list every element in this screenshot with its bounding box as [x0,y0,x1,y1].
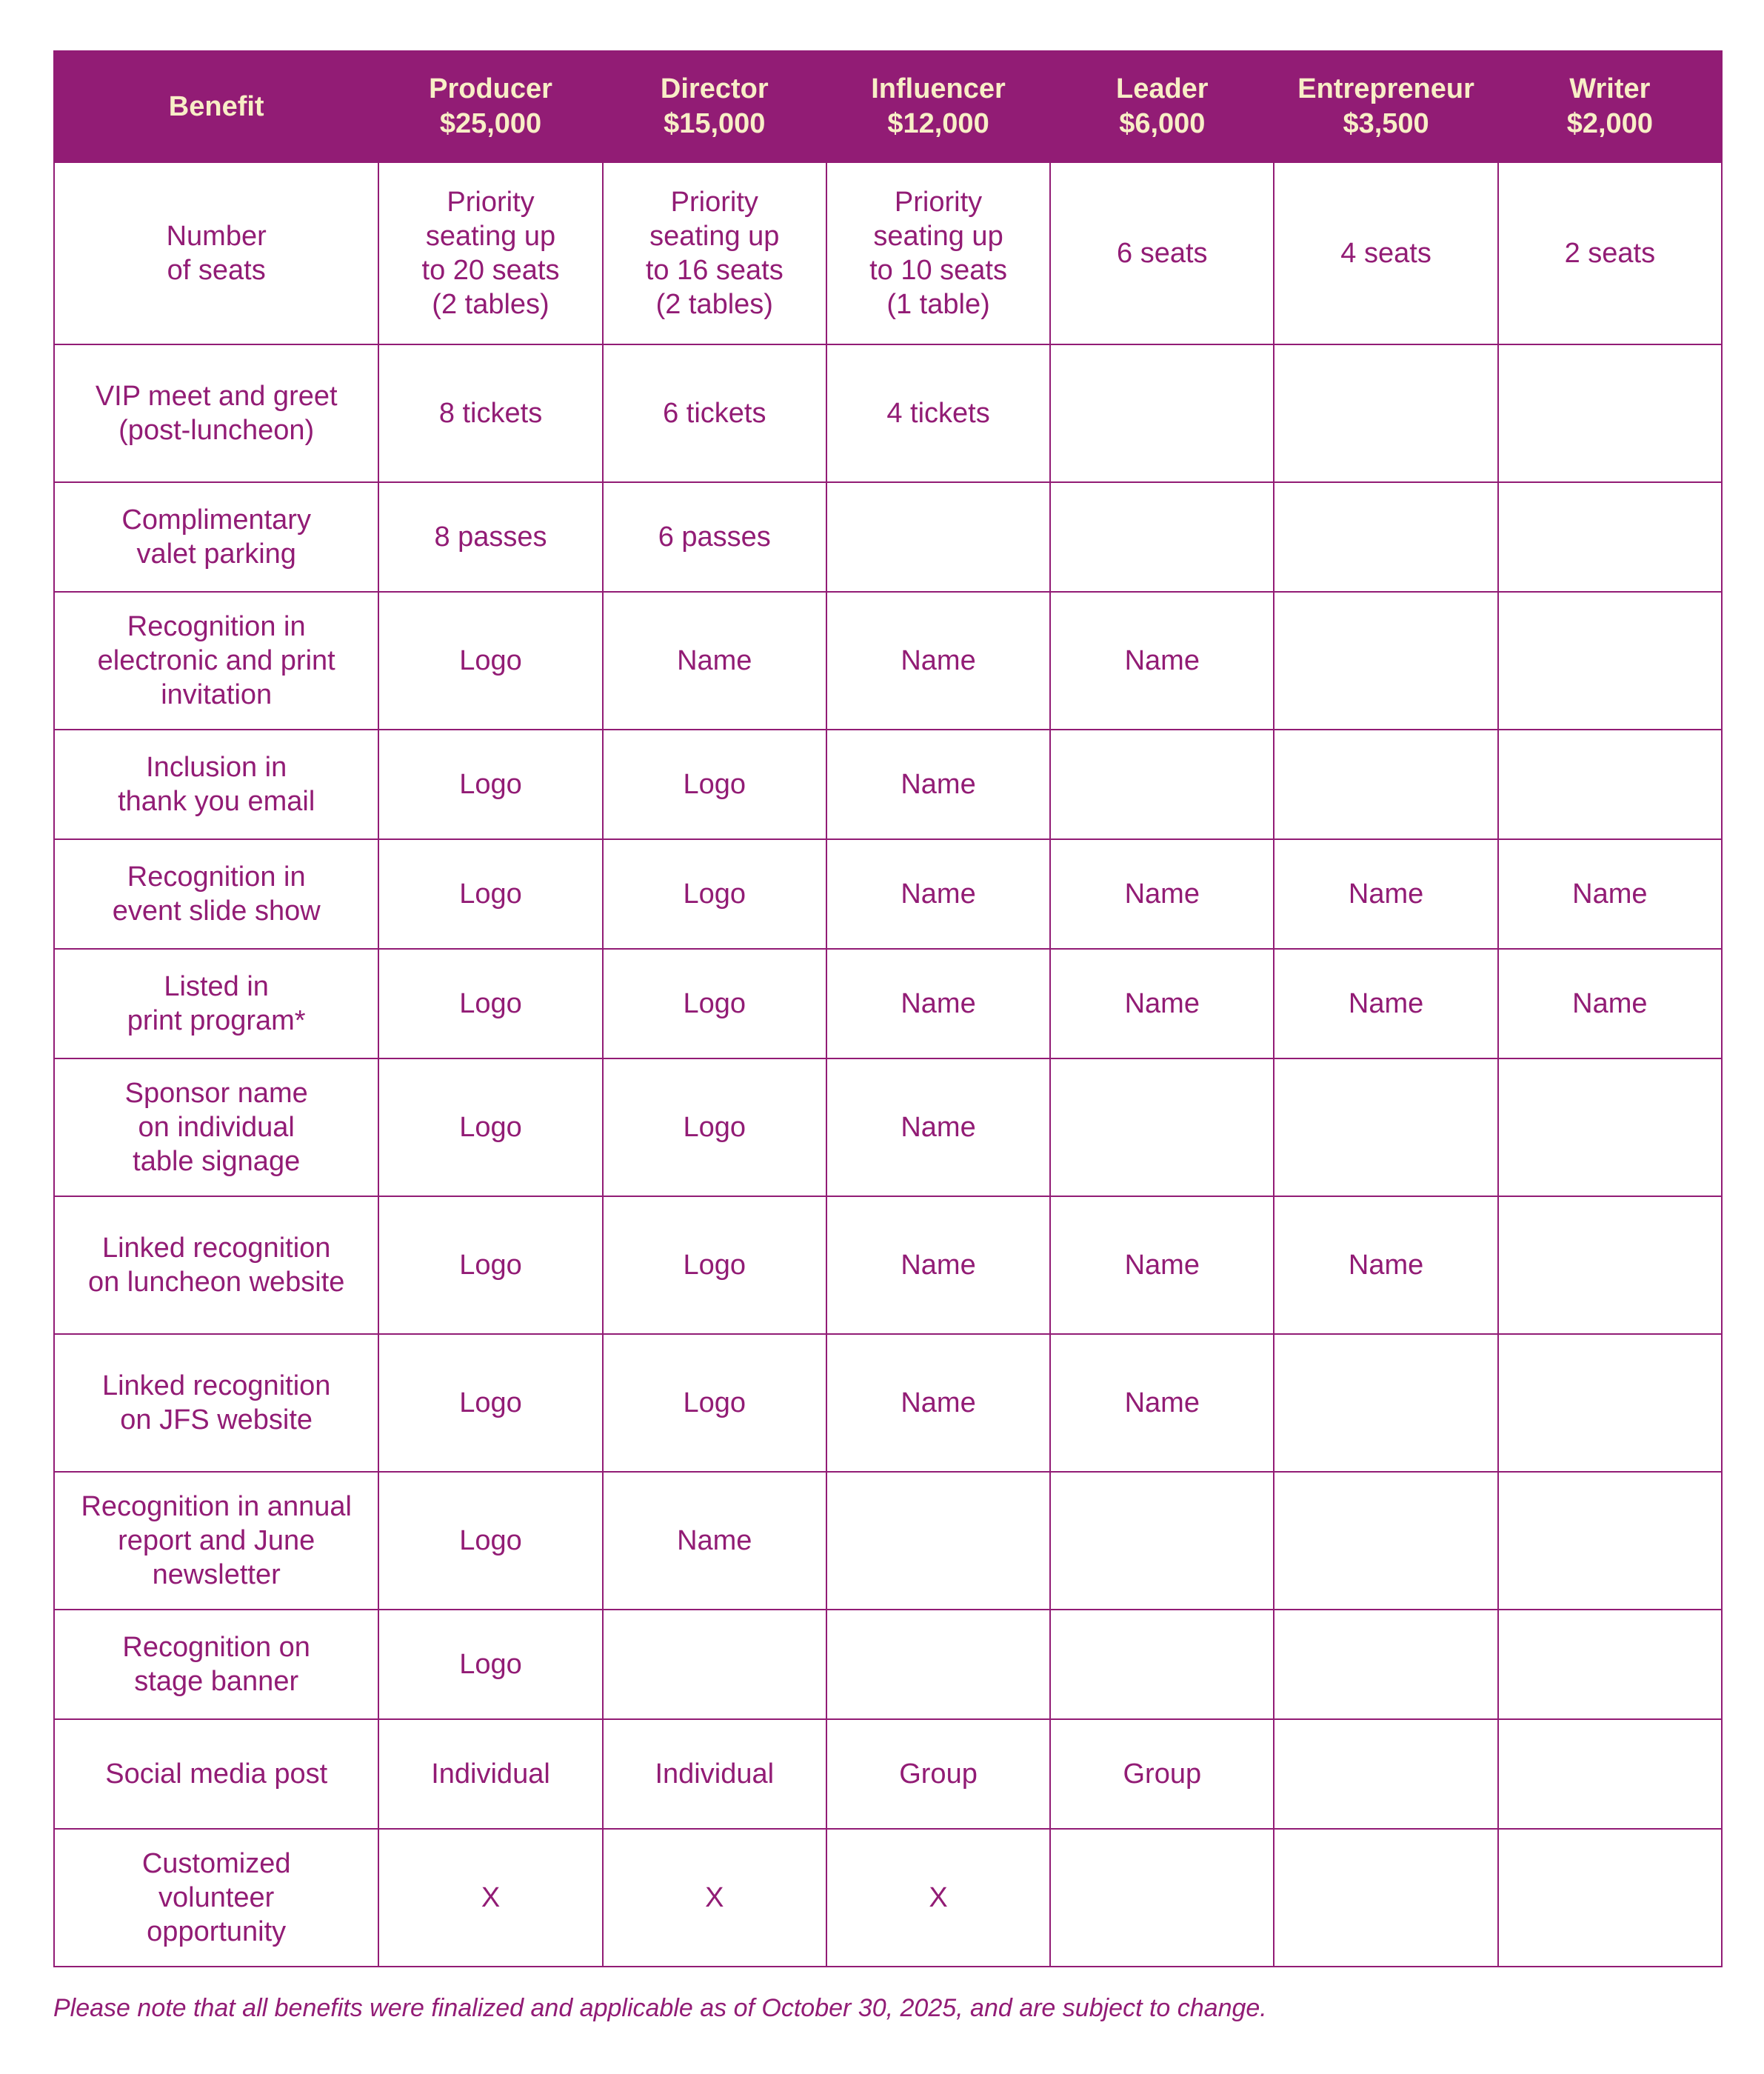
benefit-value-line: to 16 seats [645,255,784,286]
level-name: Entrepreneur [1297,73,1474,104]
table-row [54,344,1722,482]
benefit-value-cell [1050,1196,1274,1334]
benefit-value-cell [378,1719,602,1829]
benefit-value-line: 4 seats [1340,238,1431,269]
benefit-value-line: Logo [459,1112,522,1143]
benefit-value-cell [1050,162,1274,344]
level-header-writer [1498,51,1722,162]
disclaimer-footnote: Please note that all benefits were finalized and applicable as of October 30, 2025, and are subject to change. [53,1994,1267,2022]
benefit-value-line: seating up [425,221,556,252]
benefit-value-line: Logo [683,1250,746,1281]
benefit-name-cell [54,730,378,839]
benefit-line: on individual [138,1112,295,1143]
benefit-line: Inclusion in [146,752,287,783]
benefit-value-cell [1050,482,1274,592]
table-body [54,162,1722,1967]
benefit-line: electronic and print [97,645,335,676]
benefit-line: report and June [118,1525,315,1556]
table-row [54,482,1722,592]
benefit-value-cell [826,1472,1050,1610]
benefit-value-line: Logo [683,878,746,910]
benefit-name-cell [54,1829,378,1967]
benefit-value-cell [1274,592,1497,730]
benefit-line: on luncheon website [87,1267,345,1298]
level-price: $6,000 [1119,108,1206,139]
benefit-value-cell [1498,592,1722,730]
benefit-value-cell [1050,592,1274,730]
benefit-name-cell [54,839,378,949]
benefit-value-cell [1274,949,1497,1058]
table-row [54,592,1722,730]
benefit-value-line: to 10 seats [869,255,1007,286]
benefit-value-line: Priority [670,187,758,218]
benefit-value-line: Name [1572,878,1648,910]
benefit-value-cell [1498,1719,1722,1829]
benefit-value-line: Name [901,1112,976,1143]
level-price: $25,000 [439,108,542,139]
benefit-value-line: 8 tickets [438,398,543,429]
benefit-value-line: Priority [447,187,535,218]
benefit-value-cell [1274,839,1497,949]
level-price: $12,000 [887,108,989,139]
benefit-value-cell [1498,949,1722,1058]
benefit-name-cell [54,162,378,344]
level-header-entrepreneur [1274,51,1497,162]
benefit-value-cell [603,1829,826,1967]
benefit-value-line: Name [1124,645,1200,676]
benefit-value-line: Name [901,1250,976,1281]
benefit-value-cell [1050,839,1274,949]
table-row [54,1719,1722,1829]
benefit-value-line: Name [1572,988,1648,1019]
benefit-value-cell [826,162,1050,344]
benefit-value-cell [378,482,602,592]
benefit-value-line: Logo [683,1387,746,1418]
benefit-value-cell [378,839,602,949]
benefit-value-cell [378,1472,602,1610]
benefit-value-cell [378,162,602,344]
benefit-value-cell [603,1472,826,1610]
benefit-name-cell [54,949,378,1058]
benefit-value-line: Logo [459,1525,522,1556]
benefit-value-line: Logo [459,645,522,676]
benefit-name-cell [54,1058,378,1196]
benefit-value-line: Name [901,645,976,676]
benefit-value-cell [603,1196,826,1334]
benefit-line: on JFS website [120,1404,313,1436]
benefit-line: Sponsor name [124,1078,308,1109]
benefit-value-cell [1274,730,1497,839]
benefit-value-line: Name [901,878,976,910]
benefit-line: Social media post [105,1758,328,1790]
benefit-value-cell [826,1829,1050,1967]
benefit-value-cell [826,344,1050,482]
benefit-name-cell [54,1196,378,1334]
benefit-value-cell [826,1334,1050,1472]
benefit-value-line: 6 passes [658,521,771,553]
benefit-line: Number [166,221,267,252]
benefit-value-line: 8 passes [434,521,547,553]
level-header-producer [378,51,602,162]
level-name: Writer [1569,73,1651,104]
benefit-value-line: 2 seats [1564,238,1656,269]
benefit-value-cell [826,1196,1050,1334]
benefit-value-cell [1498,839,1722,949]
benefit-line: (post-luncheon) [118,415,315,446]
benefit-name-cell [54,344,378,482]
sponsorship-benefits-table [53,50,1723,1967]
benefit-value-line: Logo [459,769,522,800]
benefit-value-line: Individual [431,1758,550,1790]
benefit-value-line: Group [899,1758,978,1790]
level-name: Producer [429,73,552,104]
benefit-value-cell [1498,344,1722,482]
benefit-value-cell [378,592,602,730]
benefit-value-cell [1274,1829,1497,1967]
benefit-value-cell [603,1610,826,1719]
benefit-line: Recognition in [127,611,306,642]
benefit-line: Linked recognition [101,1233,331,1264]
table-row [54,1472,1722,1610]
benefit-value-line: Group [1123,1758,1202,1790]
table-row [54,162,1722,344]
benefit-value-cell [1498,1058,1722,1196]
benefit-value-line: Name [1348,1250,1424,1281]
benefit-value-cell [1274,482,1497,592]
level-price: $2,000 [1566,108,1653,139]
benefit-name-cell [54,592,378,730]
benefit-value-cell [603,162,826,344]
table-row [54,839,1722,949]
benefit-value-cell [1498,1334,1722,1472]
level-price: $3,500 [1343,108,1429,139]
table-row [54,1829,1722,1967]
benefit-value-cell [826,592,1050,730]
benefit-value-cell [1050,1472,1274,1610]
table-row [54,1610,1722,1719]
benefit-line: print program* [127,1005,306,1036]
benefit-value-line: X [481,1882,501,1913]
benefit-value-cell [603,1058,826,1196]
benefit-value-cell [603,949,826,1058]
benefit-line: newsletter [152,1559,281,1590]
benefit-value-cell [603,344,826,482]
benefit-value-cell [1274,1472,1497,1610]
benefit-value-cell [1498,162,1722,344]
benefit-value-line: Name [1124,1250,1200,1281]
benefit-value-cell [1274,1610,1497,1719]
benefit-value-cell [1050,1610,1274,1719]
table-row [54,949,1722,1058]
benefit-value-cell [1050,1058,1274,1196]
table-row [54,1334,1722,1472]
benefit-value-line: Name [1124,878,1200,910]
benefit-line: opportunity [147,1916,287,1947]
table-header [54,51,1722,162]
benefit-value-cell [378,1334,602,1472]
level-header-director [603,51,826,162]
benefit-value-line: Name [1124,1387,1200,1418]
benefit-name-cell [54,1334,378,1472]
benefit-line: volunteer [158,1882,275,1913]
benefit-value-cell [826,1058,1050,1196]
benefit-value-cell [1050,1829,1274,1967]
benefit-name-cell [54,482,378,592]
level-price: $15,000 [664,108,766,139]
benefit-value-line: X [705,1882,724,1913]
benefit-value-line: Name [901,769,976,800]
benefit-value-cell [1050,949,1274,1058]
benefit-value-line: Individual [655,1758,775,1790]
benefit-value-cell [1050,1334,1274,1472]
benefit-value-cell [603,839,826,949]
benefit-value-cell [1498,1610,1722,1719]
benefit-line: Complimentary [121,504,311,536]
benefit-value-cell [603,482,826,592]
benefit-line: event slide show [112,896,321,927]
benefit-value-cell [826,839,1050,949]
benefit-value-line: (2 tables) [655,289,773,320]
benefit-value-line: Logo [459,1387,522,1418]
table-row [54,730,1722,839]
benefit-line: Recognition in [127,861,306,893]
benefit-value-cell [378,1610,602,1719]
benefit-value-cell [378,1058,602,1196]
benefit-value-cell [826,1719,1050,1829]
level-name: Director [660,73,769,104]
benefit-value-line: Logo [683,769,746,800]
benefit-line: table signage [133,1146,301,1177]
benefit-value-line: Logo [683,988,746,1019]
benefit-line: Recognition in annual [81,1491,352,1522]
benefit-value-cell [1274,1058,1497,1196]
benefit-value-cell [378,730,602,839]
benefit-value-line: Name [677,1525,752,1556]
benefit-value-line: Name [1124,988,1200,1019]
benefit-value-cell [826,482,1050,592]
benefit-value-line: Name [901,1387,976,1418]
benefit-line: Linked recognition [101,1370,331,1401]
benefit-value-cell [826,1610,1050,1719]
header-row [54,51,1722,162]
benefit-value-cell [1274,1334,1497,1472]
benefit-name-cell [54,1610,378,1719]
benefit-value-cell [603,1719,826,1829]
benefit-value-cell [603,730,826,839]
benefit-value-line: Logo [459,1649,522,1680]
benefit-value-line: Name [1348,878,1424,910]
benefit-value-cell [1050,1719,1274,1829]
benefit-value-line: Name [677,645,752,676]
benefit-value-cell [378,344,602,482]
benefit-value-line: Logo [683,1112,746,1143]
benefit-value-cell [1498,730,1722,839]
benefit-name-cell [54,1472,378,1610]
benefit-line: Recognition on [122,1632,310,1663]
benefit-value-cell [1274,344,1497,482]
benefit-value-line: 6 seats [1117,238,1208,269]
benefit-value-line: (2 tables) [432,289,549,320]
level-name: Leader [1115,73,1209,104]
benefit-line: valet parking [136,538,296,570]
benefit-value-line: Name [1348,988,1424,1019]
benefit-value-line: 6 tickets [663,398,766,429]
level-header-influencer [826,51,1050,162]
benefit-value-cell [603,592,826,730]
level-name: Influencer [871,73,1006,104]
benefit-value-cell [1274,162,1497,344]
benefit-value-line: seating up [873,221,1003,252]
benefit-line: of seats [167,255,266,286]
benefit-value-cell [378,949,602,1058]
benefit-value-cell [1050,344,1274,482]
benefit-value-cell [826,949,1050,1058]
level-header-leader [1050,51,1274,162]
sponsorship-benefits-sheet [53,50,1723,1967]
benefit-value-cell [378,1196,602,1334]
benefit-value-cell [1274,1719,1497,1829]
benefit-value-line: Logo [459,1250,522,1281]
benefit-value-cell [826,730,1050,839]
benefit-value-line: X [929,1882,948,1913]
benefit-value-line: seating up [649,221,780,252]
table-row [54,1058,1722,1196]
benefit-value-line: Priority [894,187,983,218]
benefit-line: invitation [161,679,273,710]
benefit-value-line: Logo [459,878,522,910]
benefit-name-cell [54,1719,378,1829]
benefit-value-line: 4 tickets [886,398,990,429]
benefit-value-cell [1498,1196,1722,1334]
benefit-line: stage banner [134,1666,299,1697]
benefit-value-line: (1 table) [886,289,990,320]
benefit-column-header: Benefit [54,51,378,162]
benefit-value-line: Logo [459,988,522,1019]
benefit-line: Listed in [164,971,269,1002]
benefit-value-cell [1498,1829,1722,1967]
benefit-value-line: to 20 seats [421,255,560,286]
benefit-line: VIP meet and greet [95,381,338,412]
benefit-value-cell [1274,1196,1497,1334]
benefit-value-line: Name [901,988,976,1019]
benefit-line: Customized [141,1848,291,1879]
benefit-value-cell [378,1829,602,1967]
benefit-value-cell [1498,482,1722,592]
benefit-line: thank you email [118,786,315,817]
table-row [54,1196,1722,1334]
benefit-value-cell [1498,1472,1722,1610]
benefit-value-cell [603,1334,826,1472]
benefit-value-cell [1050,730,1274,839]
